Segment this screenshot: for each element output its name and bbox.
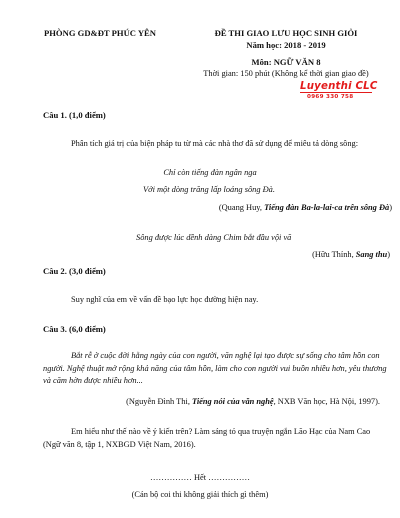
brand-phone: 0969 330 758 xyxy=(307,94,354,100)
q1-verse1-line2: Với một dòng trăng lấp loáng sông Đà. xyxy=(143,185,275,194)
duration: Thời gian: 150 phút (Không kể thời gian giao đề) xyxy=(203,69,369,78)
q1-verse1-line1: Chỉ còn tiếng đàn ngân nga xyxy=(163,168,257,177)
q1-verse2: Sông được lúc dềnh dàng Chim bắt đầu vội vã xyxy=(136,233,292,242)
q1-cite2-prefix: (Hữu Thỉnh, xyxy=(312,250,356,259)
department-name: PHÒNG GD&ĐT PHÚC YÊN xyxy=(44,28,156,38)
brand-underline xyxy=(300,92,372,93)
end-mark: …………… Hết …………… xyxy=(149,473,251,482)
q1-cite2-suffix: ) xyxy=(387,250,390,259)
q3-quote: Bắt rễ ở cuộc đời hằng ngày của con người, văn nghệ lại tạo được sự sống cho tâm hồn con người. Nghệ thuật mở rộng khả năng của tâm hồn, làm cho con người vui buồn nhiều hơn, yêu thương và căm hờn được nhiều hơn... xyxy=(43,351,387,386)
q1-cite1-prefix: (Quang Huy, xyxy=(218,203,265,212)
q3-citation xyxy=(80,397,380,406)
q1-cite1-suffix: ) xyxy=(389,203,392,212)
q1-prompt: Phân tích giá trị của biện pháp tu từ mà các nhà thơ đã sử dụng để miêu tả dòng sông: xyxy=(71,139,359,148)
footer-note: (Cán bộ coi thi không giải thích gì thêm) xyxy=(131,490,269,499)
brand-watermark: Luyenthi CLC xyxy=(300,81,378,92)
q2-title: Câu 2. (3,0 điểm) xyxy=(43,266,106,276)
q1-cite2-work: Sang thu xyxy=(355,250,388,259)
q2-prompt: Suy nghĩ của em về vấn đề bạo lực học đường hiện nay. xyxy=(71,295,259,304)
exam-title: ĐỀ THI GIAO LƯU HỌC SINH GIỎI xyxy=(214,28,358,38)
q1-citation-1 xyxy=(100,203,392,212)
q3-cite-prefix: (Nguyễn Đình Thi, xyxy=(126,397,193,406)
q3-cite-work: Tiếng nói của văn nghệ xyxy=(192,397,274,406)
q1-title: Câu 1. (1,0 điểm) xyxy=(43,110,106,120)
q1-citation-2 xyxy=(200,250,390,259)
q3-task: Em hiểu như thế nào về ý kiến trên? Làm sáng tỏ qua truyện ngắn Lão Hạc của Nam Cao (Ngữ văn 8, tập 1, NXBGD Việt Nam, 2016). xyxy=(43,427,371,449)
school-year: Năm học: 2018 - 2019 xyxy=(246,40,326,50)
q1-cite1-work: Tiếng đàn Ba-la-lai-ca trên sông Đà xyxy=(264,203,390,212)
q3-cite-suffix: , NXB Văn học, Hà Nội, 1997). xyxy=(273,397,380,406)
subject: Môn: NGỮ VĂN 8 xyxy=(251,57,321,67)
q3-title: Câu 3. (6,0 điểm) xyxy=(43,324,106,334)
